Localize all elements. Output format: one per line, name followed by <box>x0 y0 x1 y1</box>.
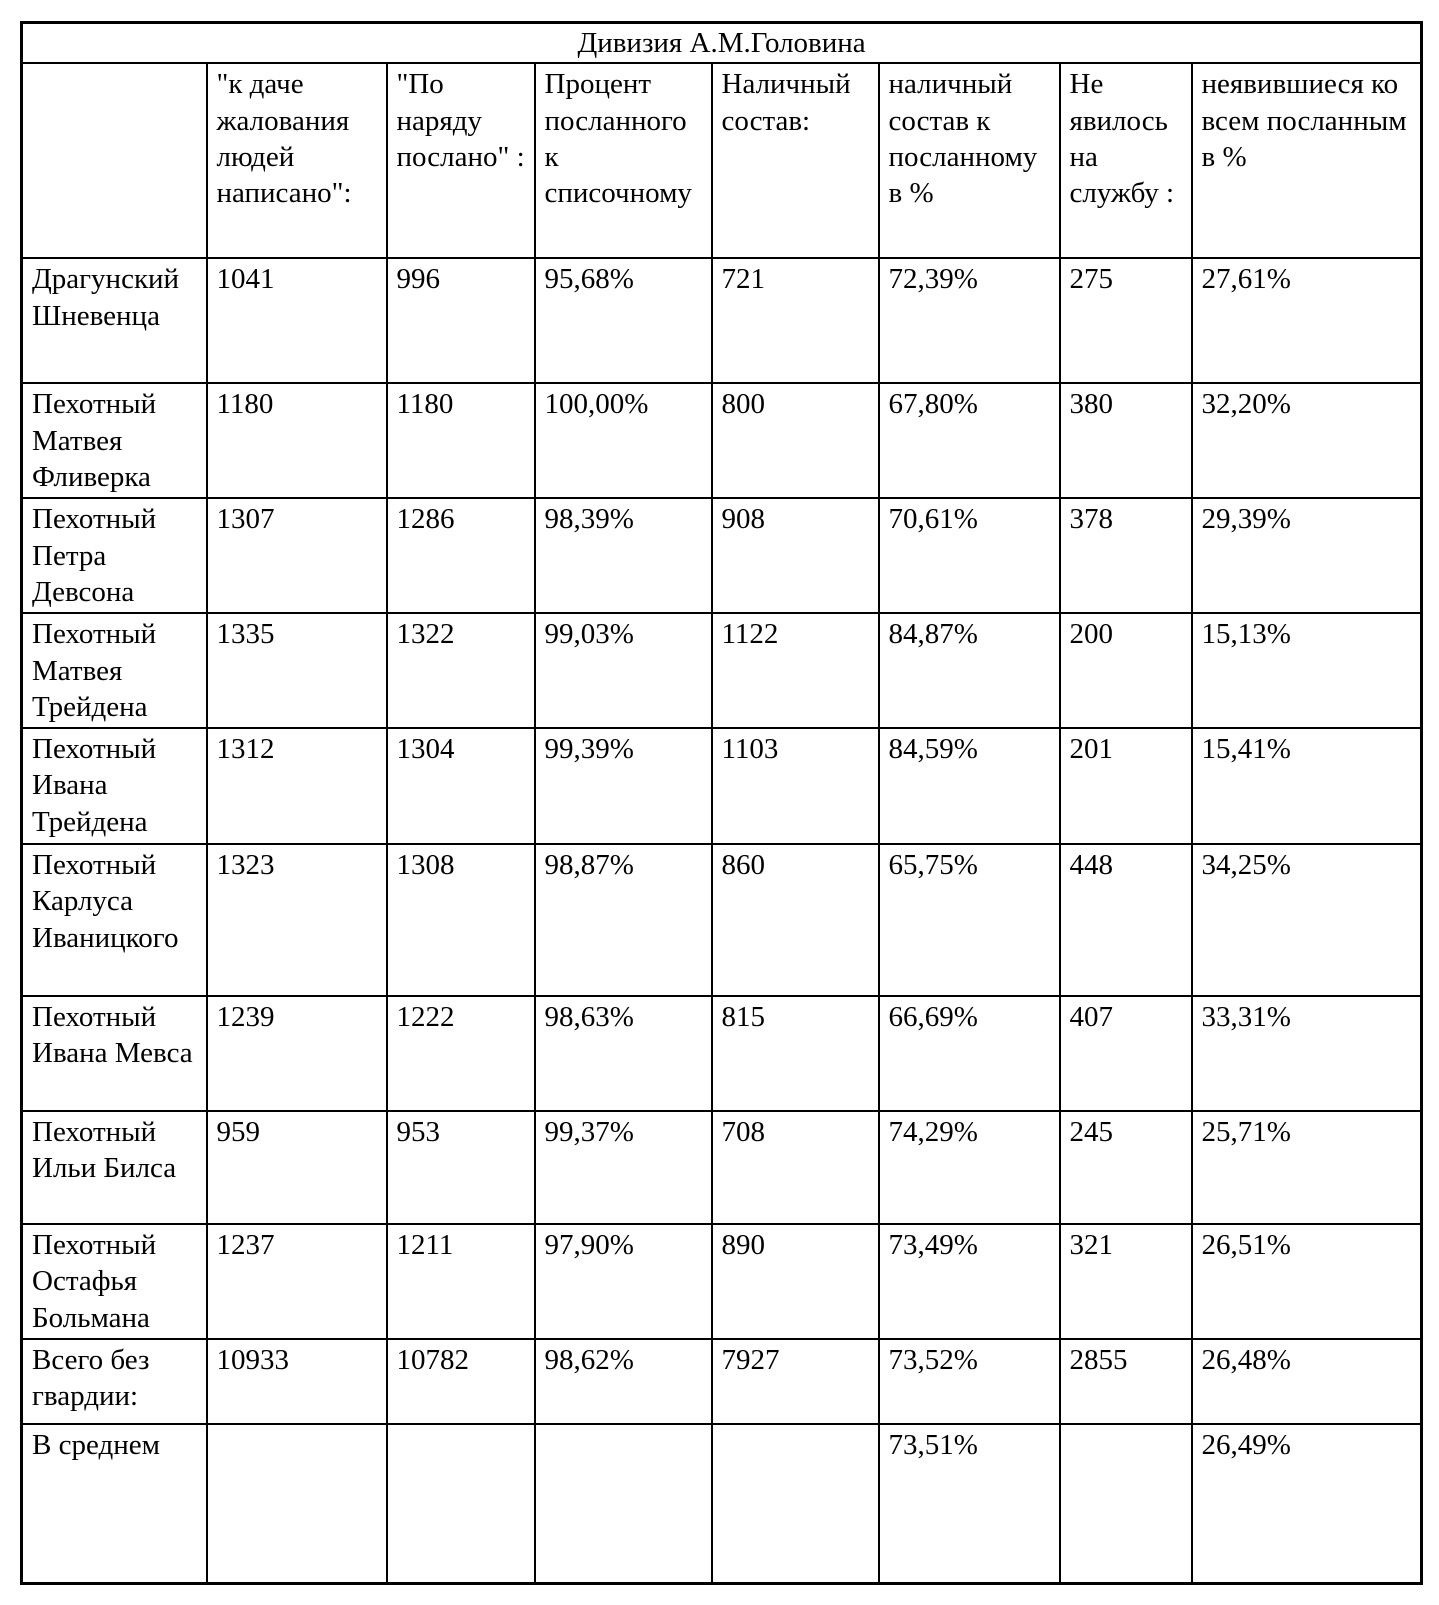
data-cell <box>712 1424 879 1584</box>
data-cell: 70,61% <box>879 498 1060 613</box>
data-cell: 33,31% <box>1192 996 1422 1111</box>
data-cell: 448 <box>1060 844 1192 996</box>
data-cell: 708 <box>712 1111 879 1224</box>
data-cell: 1122 <box>712 613 879 728</box>
data-cell: 1307 <box>207 498 387 613</box>
table-row <box>22 1111 1422 1224</box>
data-cell: 953 <box>387 1111 535 1224</box>
data-cell: 1180 <box>207 383 387 498</box>
data-cell: 1180 <box>387 383 535 498</box>
data-cell: 26,48% <box>1192 1339 1422 1424</box>
table-title: Дивизия А.М.Головина <box>22 23 1422 64</box>
data-cell: 1211 <box>387 1224 535 1339</box>
table-title-row <box>22 23 1422 64</box>
data-cell: 1041 <box>207 258 387 383</box>
data-cell: 10782 <box>387 1339 535 1424</box>
data-cell: 890 <box>712 1224 879 1339</box>
data-cell: 26,49% <box>1192 1424 1422 1584</box>
table-header-row <box>22 63 1422 258</box>
data-cell: 1222 <box>387 996 535 1111</box>
table-row <box>22 498 1422 613</box>
data-cell: 99,39% <box>535 728 712 844</box>
data-cell: 72,39% <box>879 258 1060 383</box>
data-cell: 7927 <box>712 1339 879 1424</box>
table-total-row <box>22 1339 1422 1424</box>
data-cell: 245 <box>1060 1111 1192 1224</box>
data-cell: 98,39% <box>535 498 712 613</box>
data-cell: 98,87% <box>535 844 712 996</box>
regiment-name-cell: Драгунский Шневенца <box>22 258 207 383</box>
data-cell: 1322 <box>387 613 535 728</box>
data-cell: 98,63% <box>535 996 712 1111</box>
data-cell <box>1060 1424 1192 1584</box>
division-table <box>20 21 1423 1585</box>
header-cell-written-for-pay: "к даче жалования людей написано": <box>207 63 387 258</box>
data-cell: 1304 <box>387 728 535 844</box>
data-cell: 100,00% <box>535 383 712 498</box>
regiment-name-cell: Пехотный Матвея Фливерка <box>22 383 207 498</box>
data-cell: 66,69% <box>879 996 1060 1111</box>
regiment-name-cell: Пехотный Матвея Трейдена <box>22 613 207 728</box>
data-cell: 1239 <box>207 996 387 1111</box>
data-cell: 73,51% <box>879 1424 1060 1584</box>
header-cell-present-strength: Наличный состав: <box>712 63 879 258</box>
data-cell: 99,03% <box>535 613 712 728</box>
data-cell: 1335 <box>207 613 387 728</box>
table-row <box>22 613 1422 728</box>
data-cell: 73,49% <box>879 1224 1060 1339</box>
data-cell: 10933 <box>207 1339 387 1424</box>
data-cell: 321 <box>1060 1224 1192 1339</box>
table-row <box>22 383 1422 498</box>
header-cell-present-to-sent-percent: наличный состав к посланному в % <box>879 63 1060 258</box>
data-cell: 25,71% <box>1192 1111 1422 1224</box>
data-cell: 74,29% <box>879 1111 1060 1224</box>
data-cell: 95,68% <box>535 258 712 383</box>
table-average-row <box>22 1424 1422 1584</box>
data-cell: 15,41% <box>1192 728 1422 844</box>
regiment-name-cell: Пехотный Ивана Трейдена <box>22 728 207 844</box>
table-row <box>22 1224 1422 1339</box>
data-cell: 959 <box>207 1111 387 1224</box>
data-cell: 84,87% <box>879 613 1060 728</box>
regiment-name-cell: Пехотный Ильи Билса <box>22 1111 207 1224</box>
table-row <box>22 996 1422 1111</box>
data-cell: 407 <box>1060 996 1192 1111</box>
data-cell: 27,61% <box>1192 258 1422 383</box>
data-cell: 1312 <box>207 728 387 844</box>
data-cell: 1323 <box>207 844 387 996</box>
data-cell: 201 <box>1060 728 1192 844</box>
data-cell <box>207 1424 387 1584</box>
data-cell: 380 <box>1060 383 1192 498</box>
data-cell: 29,39% <box>1192 498 1422 613</box>
header-cell-regiment <box>22 63 207 258</box>
table-row <box>22 258 1422 383</box>
data-cell: 15,13% <box>1192 613 1422 728</box>
data-cell: 98,62% <box>535 1339 712 1424</box>
table-row <box>22 844 1422 996</box>
data-cell: 1103 <box>712 728 879 844</box>
regiment-name-cell: Пехотный Карлуса Иваницкого <box>22 844 207 996</box>
data-cell: 378 <box>1060 498 1192 613</box>
regiment-name-cell: Пехотный Петра Девсона <box>22 498 207 613</box>
data-cell: 721 <box>712 258 879 383</box>
total-label-cell: Всего без гвардии: <box>22 1339 207 1424</box>
data-cell: 34,25% <box>1192 844 1422 996</box>
data-cell: 200 <box>1060 613 1192 728</box>
data-cell: 908 <box>712 498 879 613</box>
data-cell: 84,59% <box>879 728 1060 844</box>
data-cell: 32,20% <box>1192 383 1422 498</box>
data-cell: 860 <box>712 844 879 996</box>
header-cell-did-not-appear: Не явилось на службу : <box>1060 63 1192 258</box>
data-cell: 99,37% <box>535 1111 712 1224</box>
header-cell-sent-by-order: "По наряду послано" : <box>387 63 535 258</box>
data-cell: 996 <box>387 258 535 383</box>
header-cell-no-show-percent: неявившиеся ко всем посланным в % <box>1192 63 1422 258</box>
regiment-name-cell: Пехотный Остафья Больмана <box>22 1224 207 1339</box>
table-row <box>22 728 1422 844</box>
data-cell: 1308 <box>387 844 535 996</box>
header-cell-percent-sent: Процент посланного к списочному <box>535 63 712 258</box>
data-cell: 65,75% <box>879 844 1060 996</box>
data-cell <box>535 1424 712 1584</box>
data-cell: 815 <box>712 996 879 1111</box>
data-cell: 2855 <box>1060 1339 1192 1424</box>
data-cell: 67,80% <box>879 383 1060 498</box>
data-cell: 1286 <box>387 498 535 613</box>
data-cell: 800 <box>712 383 879 498</box>
data-cell: 97,90% <box>535 1224 712 1339</box>
data-cell: 1237 <box>207 1224 387 1339</box>
average-label-cell: В среднем <box>22 1424 207 1584</box>
data-cell: 26,51% <box>1192 1224 1422 1339</box>
data-cell: 275 <box>1060 258 1192 383</box>
data-cell <box>387 1424 535 1584</box>
data-cell: 73,52% <box>879 1339 1060 1424</box>
regiment-name-cell: Пехотный Ивана Мевса <box>22 996 207 1111</box>
